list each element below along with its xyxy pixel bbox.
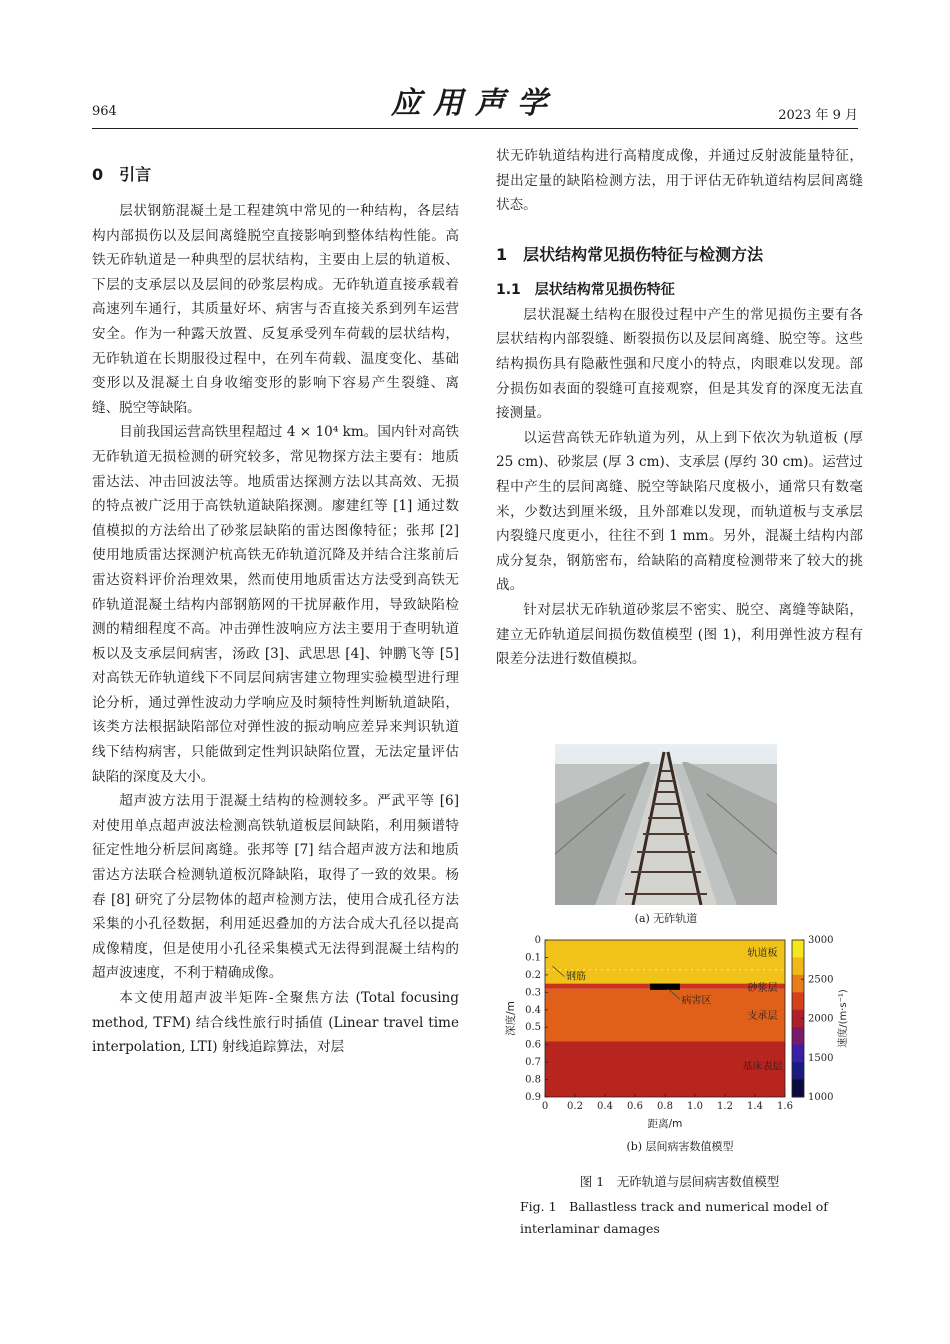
section-1-1-title: 1.1 层状结构常见损伤特征 <box>496 281 675 298</box>
colorbar-segment <box>792 992 804 1010</box>
rebar-dot <box>559 969 561 971</box>
rebar-dot <box>649 969 651 971</box>
rebar-dot <box>751 969 753 971</box>
rebar-dot <box>721 969 723 971</box>
figure-1a-caption: (a) 无砟轨道 <box>634 912 698 925</box>
right-column <box>496 144 863 672</box>
rebar-dot <box>679 969 681 971</box>
rebar-dot <box>631 969 633 971</box>
rebar-dot <box>775 969 777 971</box>
paragraph: 层状钢筋混凝土是工程建筑中常见的一种结构，各层结构内部损伤以及层间离缝脱空直接影响到整体结构性能。高铁无砟轨道是一种典型的层状结构，主要由上层的轨道板、下层的支承层以及层间的砂浆层构成。无砟轨道直接承载着高速列车通行，其质量好坏、病害与否直接关系到列车运营安全。作为一种露天放置、反复承受列车荷载的层状结构，无砟轨道在长期服役过程中，在列车荷载、温度变化、基础变形以及混凝土自身收缩变形的影响下容易产生裂缝、离缝、脱空等缺陷。 <box>92 203 459 416</box>
colorbar-segment <box>792 1080 804 1098</box>
page-number: 964 <box>92 104 117 119</box>
colorbar-segment <box>792 940 804 958</box>
colorbar-segment <box>792 1027 804 1045</box>
rebar-dot <box>781 969 783 971</box>
colorbar-segment <box>792 975 804 993</box>
defect-zone <box>650 984 680 990</box>
y-tick-label: 0.8 <box>525 1074 541 1086</box>
x-tick-label: 1.0 <box>687 1101 703 1112</box>
y-tick-label: 0.7 <box>525 1057 541 1069</box>
rebar-dot <box>655 969 657 971</box>
rebar-dot <box>601 969 603 971</box>
y-axis-label: 深度/m <box>505 1001 517 1036</box>
paragraph: 状无砟轨道结构进行高精度成像，并通过反射波能量特征，提出定量的缺陷检测方法，用于评估无砟轨道结构层间离缝状态。 <box>496 148 863 214</box>
layer-label: 砂浆层 <box>747 983 778 995</box>
section-1-title: 1 层状结构常见损伤特征与检测方法 <box>496 244 764 264</box>
rebar-dot <box>547 969 549 971</box>
x-axis-label: 距离/m <box>647 1118 683 1130</box>
rebar-dot <box>589 969 591 971</box>
rebar-dot <box>625 969 627 971</box>
header-rule <box>92 128 858 129</box>
rebar-dot <box>571 969 573 971</box>
x-tick-label: 0.4 <box>597 1101 613 1112</box>
chart-svg <box>500 930 860 1140</box>
colorbar-segment <box>792 957 804 975</box>
colorbar-tick-label: 1000 <box>808 1092 834 1103</box>
y-tick-label: 0.4 <box>525 1004 541 1016</box>
y-tick-label: 0.9 <box>525 1092 541 1103</box>
figure-1b-caption: (b) 层间病害数值模型 <box>626 1140 734 1153</box>
rebar-dot <box>715 969 717 971</box>
rebar-dot <box>667 969 669 971</box>
colorbar-label: 速度/(m·s⁻¹) <box>838 989 849 1048</box>
y-tick-label: 0.1 <box>525 952 541 964</box>
track-photo-drawing <box>555 744 777 905</box>
rebar-dot <box>739 969 741 971</box>
rebar-dot <box>637 969 639 971</box>
left-column <box>92 150 459 1060</box>
paragraph: 目前我国运营高铁里程超过 4 × 10⁴ km。国内针对高铁无砟轨道无损检测的研究较多，常见物探方法主要有：地质雷达法、冲击回波法等。地质雷达探测方法以其高效、无损的特点被广泛用于高铁轨道缺陷探测。廖建红等 [1] 通过数值模拟的方法给出了砂浆层缺陷的雷达图像特征；张邦 [2] 使用地质雷达探测沪杭高铁无砟轨道沉降及并结合注浆前后雷达资料评价治理效果，然而使用地质雷达方法受到高铁无砟轨道混凝土结构内部钢筋网的干扰屏蔽作用，导致缺陷检测的精细程度不高。冲击弹性波响应方法主要用于查明轨道板以及支承层间病害，汤政 [3]、武思思 [4]、钟鹏飞等 [5] 对高铁无砟轨道线下不同层间病害建立物理实验模型进行理论分析，通过弹性波动力学响应及时频特性判断轨道缺陷，该类方法根据缺陷部位对弹性波的振动响应差异来判识轨道线下结构病害，只能做到定性判识缺陷位置，无法定量评估缺陷的深度及大小。 <box>92 424 459 785</box>
rebar-dot <box>709 969 711 971</box>
y-tick-label: 0.3 <box>525 987 541 999</box>
figure-1-caption-en: Fig. 1 Ballastless track and numerical model of interlaminar damages <box>520 1199 828 1236</box>
y-tick-label: 0.5 <box>525 1022 541 1034</box>
x-tick-label: 0.8 <box>657 1101 673 1112</box>
colorbar-tick-label: 3000 <box>808 935 834 946</box>
x-tick-label: 1.6 <box>777 1101 793 1112</box>
rebar-dot <box>607 969 609 971</box>
rebar-dot <box>577 969 579 971</box>
x-tick-label: 0 <box>541 1101 549 1112</box>
x-tick-label: 0.6 <box>627 1101 643 1112</box>
rebar-dot <box>703 969 705 971</box>
rebar-dot <box>685 969 687 971</box>
layer-label: 基床表层 <box>742 1061 783 1073</box>
issue-date: 2023 年 9 月 <box>778 108 858 123</box>
rebar-dot <box>745 969 747 971</box>
paragraph: 以运营高铁无砟轨道为列，从上到下依次为轨道板 (厚 25 cm)、砂浆层 (厚 3 cm)、支承层 (厚约 30 cm)。运营过程中产生的层间离缝、脱空等缺陷尺度极小，通常只有数毫米，少数达到厘米级，且外部难以发现，而轨道板与支承层内裂缝尺度更小，往往不到 1 mm。另外，混凝土结构内部成分复杂，钢筋密布，给缺陷的高精度检测带来了较大的挑战。 <box>496 429 863 594</box>
colorbar-tick-label: 1500 <box>808 1052 834 1064</box>
journal-title: 应用声学 <box>391 86 559 121</box>
rebar-label: 钢筋 <box>566 971 586 983</box>
y-tick-label: 0.6 <box>525 1039 541 1051</box>
y-tick-label: 0 <box>534 935 541 946</box>
rebar-dot <box>553 969 555 971</box>
x-tick-label: 0.2 <box>567 1101 583 1112</box>
rebar-dot <box>769 969 771 971</box>
rebar-dot <box>697 969 699 971</box>
rebar-dot <box>691 969 693 971</box>
track-photo <box>555 744 777 905</box>
rebar-dot <box>583 969 585 971</box>
numerical-model-chart <box>500 930 860 1140</box>
rebar-dot <box>661 969 663 971</box>
section-0-title: 0 引言 <box>92 165 152 184</box>
rebar-dot <box>643 969 645 971</box>
rebar-dot <box>619 969 621 971</box>
rebar-dot <box>673 969 675 971</box>
colorbar-segment <box>792 1045 804 1063</box>
figure-1-caption-cn: 图 1 无砟轨道与层间病害数值模型 <box>579 1174 780 1189</box>
defect-label: 病害区 <box>681 995 712 1007</box>
colorbar-tick-label: 2500 <box>808 974 834 986</box>
x-tick-label: 1.2 <box>717 1101 733 1112</box>
paragraph: 层状混凝土结构在服役过程中产生的常见损伤主要有各层状结构内部裂缝、断裂损伤以及层间离缝、脱空等。这些结构损伤具有隐蔽性强和尺度小的特点，肉眼难以发现。部分损伤如表面的裂缝可直接观察，但是其发育的深度无法直接测量。 <box>496 306 863 422</box>
rebar-dot <box>757 969 759 971</box>
rebar-dot <box>733 969 735 971</box>
colorbar-segment <box>792 1062 804 1080</box>
paragraph: 超声波方法用于混凝土结构的检测较多。严武平等 [6] 对使用单点超声波法检测高铁轨道板层间缺陷，利用频谱特征定性地分析层间离缝。张邦等 [7] 结合超声波方法和地质雷达方法联合检测轨道板沉降缺陷，取得了一致的效果。杨春 [8] 研究了分层物体的超声检测方法，使用合成孔径方法采集的小孔径数据，利用延迟叠加的方法合成大孔径以提高成像精度，但是使用小孔径采集模式无法得到混凝土结构的超声波速度，不利于精确成像。 <box>92 793 459 982</box>
rebar-dot <box>763 969 765 971</box>
rebar-dot <box>613 969 615 971</box>
y-tick-label: 0.2 <box>525 969 541 981</box>
rebar-dot <box>565 969 567 971</box>
rebar-dot <box>595 969 597 971</box>
colorbar-tick-label: 2000 <box>808 1013 834 1025</box>
layer-label: 支承层 <box>747 1011 778 1023</box>
layer-label: 轨道板 <box>747 948 778 960</box>
paragraph: 本文使用超声波半矩阵-全聚焦方法 (Total focusing method, TFM) 结合线性旅行时插值 (Linear travel time interpolation, LTI) 射线追踪算法，对层 <box>92 990 459 1056</box>
x-tick-label: 1.4 <box>747 1101 763 1112</box>
rebar-dot <box>727 969 729 971</box>
paragraph: 针对层状无砟轨道砂浆层不密实、脱空、离缝等缺陷，建立无砟轨道层间损伤数值模型 (图 1)，利用弹性波方程有限差分法进行数值模拟。 <box>496 601 863 668</box>
